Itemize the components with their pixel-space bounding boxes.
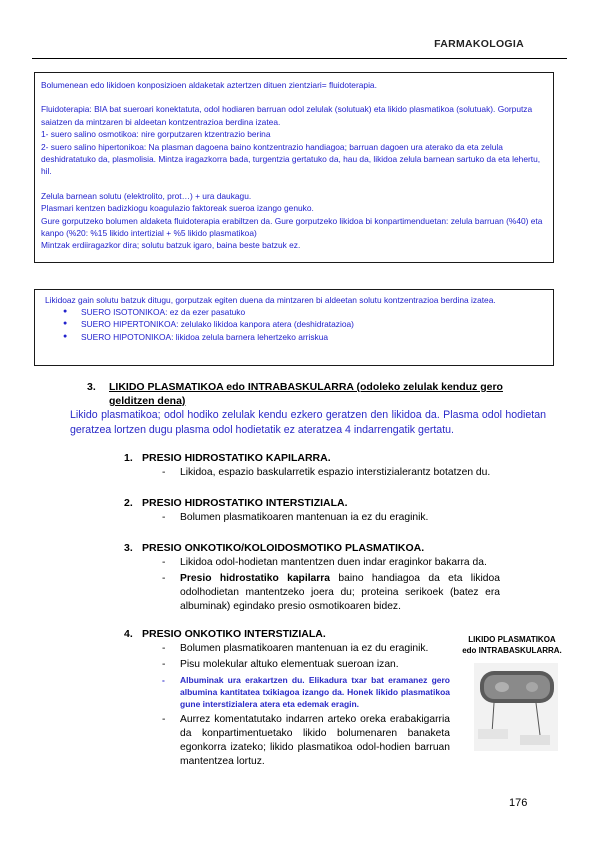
sub-title: PRESIO ONKOTIKO/KOLOIDOSMOTIKO PLASMATIKOA. xyxy=(142,542,425,554)
sub-2-items xyxy=(160,511,500,527)
serum-list xyxy=(45,306,545,343)
sub-number: 2. xyxy=(124,497,133,509)
figure-caption: LIKIDO PLASMATIKOA edo INTRABASKULARRA. xyxy=(462,635,562,655)
list-item: - Bolumen plasmatikoaren mantenuan ia ez du eraginik. xyxy=(160,642,450,656)
sub-number: 3. xyxy=(124,542,133,554)
subheading-3 xyxy=(124,542,424,554)
section-3-paragraph: Likido plasmatikoa; odol hodiko zelulak kendu ezkero geratzen den likidoa da. Plasma odol hodietan geratzea lortzen dugu plasma odol hodietatik ez ateratzea 4 indarrengatik gertatu. xyxy=(70,409,546,436)
box2-intro: Likidoaz gain solutu batzuk ditugu, gorputzak egiten duena da mintzaren bi aldeetan solutu kontzentrazioa berdina izatea. xyxy=(45,295,496,305)
sub-3-items xyxy=(160,556,500,616)
subheading-2 xyxy=(124,497,348,509)
sub-1-items xyxy=(160,466,500,482)
list-item: - Albuminak ura erakartzen du. Elikadura txar bat eramanez gero albumina kantitatea txikiagoa izango da. Honek likido plasmatikoa gune interstizialera atera eta edemak eragin. xyxy=(160,674,450,711)
page-number: 176 xyxy=(509,797,528,809)
list-item: ● SUERO HIPOTONIKOA: likidoa zelula barnera lehertzeko arriskua xyxy=(81,331,545,343)
item-text: baino handiagoa da eta likidoa odolhodietan mantentzeko joera du; proteina serikoek (batez era albuminak) egindako presio osmotikoaren bidez. xyxy=(180,573,500,612)
sub-number: 4. xyxy=(124,628,133,640)
list-item xyxy=(160,572,500,614)
subheading-1 xyxy=(124,452,331,464)
box1-p3: 1- suero salino osmotikoa: nire gorputzaren ktzentrazio berina xyxy=(41,129,271,140)
list-item: - Likidoa, espazio baskularretik espazio interstizialerantz botatzen du. xyxy=(160,466,500,480)
fluidotherapy-box xyxy=(34,72,554,263)
bold-lead: Presio hidrostatiko kapilarra xyxy=(180,573,331,584)
section-3-heading xyxy=(87,380,509,408)
list-item: ● SUERO ISOTONIKOA: ez da ezer pasatuko xyxy=(81,306,545,318)
sub-title: PRESIO ONKOTIKO INTERSTIZIALA. xyxy=(142,628,326,640)
section-number: 3. xyxy=(87,381,96,393)
list-item: - Bolumen plasmatikoaren mantenuan ia ez du eraginik. xyxy=(160,511,500,525)
sub-title: PRESIO HIDROSTATIKO KAPILARRA. xyxy=(142,452,331,464)
sub-title: PRESIO HIDROSTATIKO INTERSTIZIALA. xyxy=(142,497,348,509)
list-item: ● SUERO HIPERTONIKOA: zelulako likidoa kanpora atera (deshidratazioa) xyxy=(81,318,545,330)
sub-4-items xyxy=(160,642,450,771)
header-rule xyxy=(32,58,567,59)
box1-p5: Zelula barnean solutu (elektrolito, prot…) + ura daukagu. xyxy=(41,190,252,201)
serum-types-box xyxy=(34,289,554,366)
list-item: - Likidoa odol-hodietan mantentzen duen indar eraginkor bakarra da. xyxy=(160,556,500,570)
subheading-4 xyxy=(124,628,326,640)
box1-p2: Fluidoterapia: BIA bat sueroari konektatuta, odol hodiaren barruan odol zelulak (solutuak) eta likido plasmatikoa (solutuak). Gorputza saiatzen da mintzaren bi aldeetan kontzentrazioa berdina izatea. xyxy=(41,104,533,127)
list-item: - Pisu molekular altuko elementuak sueroan izan. xyxy=(160,658,450,672)
box1-p6: Plasmari kentzen badizkiogu koagulazio faktoreak sueroa izango genuko. xyxy=(41,203,314,214)
blood-vessel-diagram xyxy=(474,663,558,751)
box1-p8: Mintzak erdiiragazkor dira; solutu batzuk igaro, baina beste batzuk ez. xyxy=(41,240,301,251)
box1-p4: 2- suero salino hipertonikoa: Na plasman dagoena baino kontzentrazio handiagoa; barruan dagoen ura aterako da eta zelula deshidratatuko da, plasmolisia. Mintza iragazkorra bada, turgentzia gertatuko da, hau da, likidoa zelula barnean sartuko da eta lehertu, hil. xyxy=(41,141,541,177)
list-item: - Aurrez komentatutako indarren arteko oreka erabakigarria da konpartimentuetako likido bolumenaren banaketa egonkorra izateko; likido plasmatikoa odol-hodien barruan mantentzea lortuz. xyxy=(160,713,450,769)
box1-p7: Gure gorputzeko bolumen aldaketa fluidoterapia erabiltzen da. Gure gorputzeko likidoa bi konpartimenduetan: zelula barruan (%40) eta kanpo (%20: %15 likido intertizial + %5 likido plasmatikoa) xyxy=(41,215,543,239)
box1-p1: Bolumenean edo likidoen konposizioen aldaketak aztertzen dituen zientziari= fluidoterapia. xyxy=(41,80,377,90)
sub-number: 1. xyxy=(124,452,133,464)
running-header: FARMAKOLOGIA xyxy=(434,38,524,50)
section-title: LIKIDO PLASMATIKOA edo INTRABASKULARRA (odoleko zelulak kenduz gero gelditzen dena) xyxy=(109,381,503,407)
